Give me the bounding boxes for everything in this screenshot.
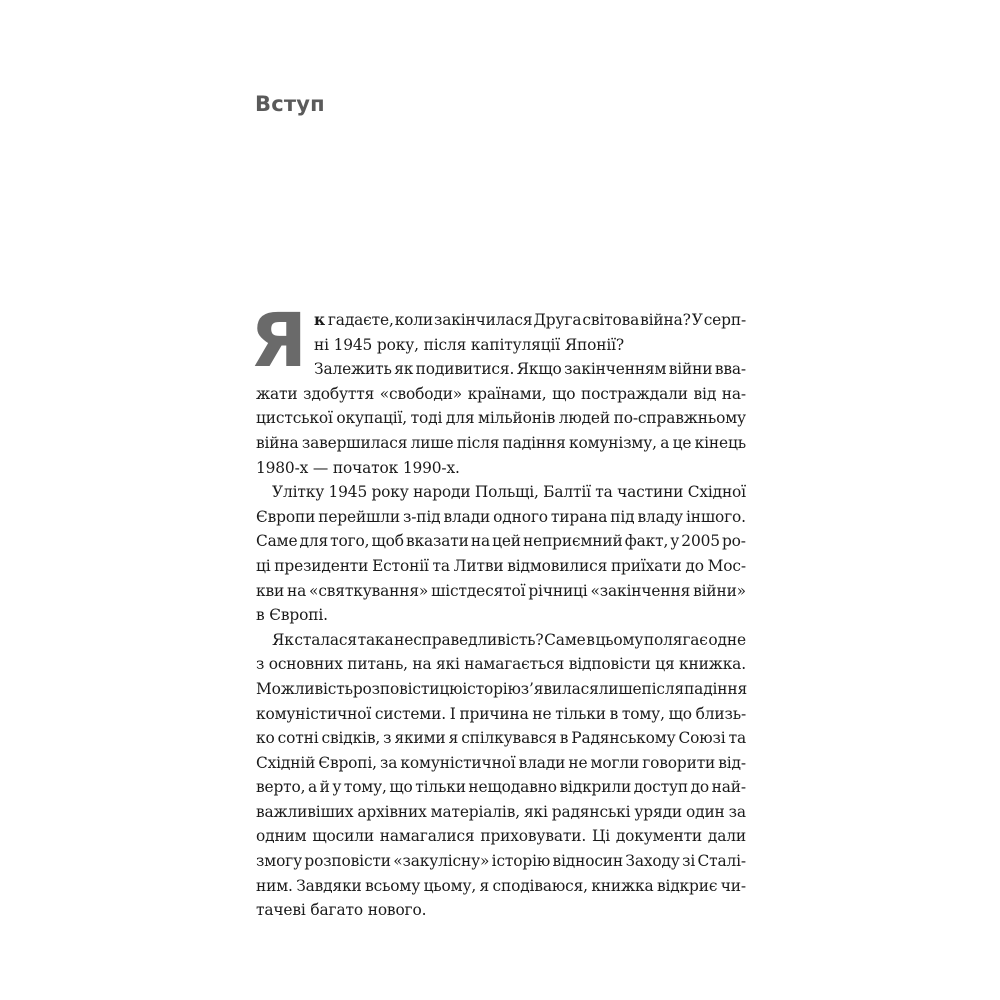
- chapter-heading: Вступ: [255, 92, 325, 116]
- text-line: Улітку 1945 року народи Польщі, Балтії та частини Східної: [272, 483, 746, 502]
- text-line: ко сотні свідків, з якими я спілкувався в Радянському Союзі та: [256, 729, 746, 748]
- text-line: кви на «святкування» шістдесятої річниці «закінчення війни»: [256, 581, 746, 600]
- text-line: [256, 898, 746, 923]
- drop-cap: Я: [250, 298, 307, 384]
- text-line: важливіших архівних матеріалів, які радянські уряди один за: [256, 802, 746, 821]
- text-line: Залежить як подивитися. Якщо закінченням війни вва-: [314, 360, 746, 379]
- text-line: одним щосили намагалися приховувати. Ці документи дали: [256, 827, 746, 846]
- text-line: к гадаєте, коли закінчилася Друга світова війна? У серп-: [256, 308, 746, 333]
- text-line: верто, а й у тому, що тільки нещодавно відкрили доступ до най-: [256, 778, 746, 797]
- text-line: Східній Європі, за комуністичної влади не могли говорити від-: [256, 753, 746, 772]
- text-line: Як сталася така несправедливість? Саме в цьому полягає одне: [272, 630, 746, 649]
- body-text: [250, 298, 748, 923]
- text-line: [256, 333, 746, 358]
- text-line: війна завершилася лише після падіння комунізму, а це кінець: [256, 433, 746, 452]
- line-text: 1980-х — початок 1990-х.: [256, 458, 460, 477]
- text-line: з основних питань, на які намагається відповісти ця книжка.: [256, 655, 746, 674]
- text-line: Можливість розповісти цю історію з’явилася лише після падіння: [256, 679, 748, 698]
- text-line: Саме для того, щоб вказати на цей неприємний факт, у 2005 ро-: [256, 532, 746, 551]
- line-text: в Європі.: [256, 606, 328, 625]
- line-text: тачеві багато нового.: [256, 901, 427, 920]
- text-line: ним. Завдяки всьому цьому, я сподіваюся, книжка відкриє чи-: [256, 876, 746, 895]
- text-line: Європи перейшли з-під влади одного тирана під владу іншого.: [256, 507, 746, 526]
- text-line: комуністичної системи. І причина не тільки в тому, що близь-: [256, 704, 746, 723]
- text-line: ці президенти Естонії та Литви відмовилися приїхати до Мос-: [256, 556, 746, 575]
- line-text: ні 1945 року, після капітуляції Японії?: [314, 335, 625, 354]
- text-line: цистської окупації, тоді для мільйонів людей по-справжньому: [256, 409, 746, 428]
- text-line: [256, 456, 746, 481]
- first-word: к гадаєте,: [314, 311, 394, 329]
- text-line: жати здобуття «свободи» країнами, що постраждали від на-: [256, 384, 746, 403]
- text-line: змогу розповісти «закулісну» історію відносин Заходу зі Сталі-: [256, 852, 746, 871]
- text-line: [256, 603, 746, 628]
